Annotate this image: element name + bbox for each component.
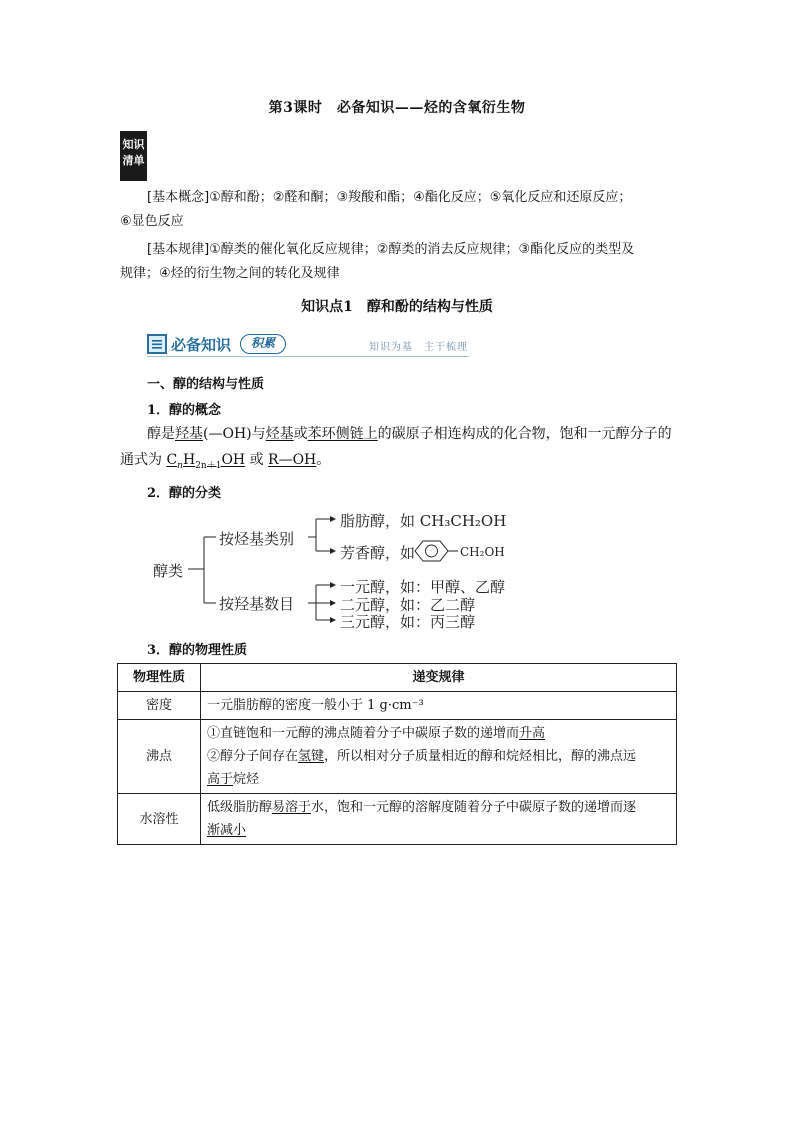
page-title: 第3课时 必备知识——烃的含氧衍生物 — [268, 100, 526, 116]
table-header: 递变规律 — [201, 664, 677, 692]
basic-rules-line2: 规律；④烃的衍生物之间的转化及规律 — [120, 266, 340, 281]
table-row — [118, 794, 677, 845]
diagram-trihydric: 三元醇，如：丙三醇 — [340, 613, 476, 631]
list-icon — [147, 334, 167, 354]
formula-or: 或 — [245, 452, 269, 468]
badge-line1: 知识 — [122, 138, 145, 151]
banner-tag: 积累 — [240, 334, 286, 354]
diagram-aromatic: 芳香醇，如 — [340, 544, 416, 562]
essential-knowledge-banner — [147, 333, 469, 357]
def-text-c: 或 — [293, 426, 308, 442]
sol-text: 水，饱和一元醇的溶解度随着分子中碳原子数的递增而逐 — [311, 800, 637, 815]
formula-oh: OH — [221, 452, 246, 468]
basic-rules-line1: [基本规律]①醇类的催化氧化反应规律；②醇类的消去反应规律；③酯化反应的类型及 — [147, 242, 635, 257]
diagram-dihydric: 二元醇，如：乙二醇 — [340, 596, 476, 614]
diagram-benzyl-group: CH₂OH — [460, 545, 505, 559]
solubility-line-1 — [207, 796, 670, 819]
def-text-b: (—OH)与 — [203, 426, 266, 442]
general-formula — [120, 448, 330, 478]
table-row — [118, 720, 677, 794]
diagram-monohydric: 一元醇，如：甲醇、乙醇 — [340, 578, 506, 596]
diagram-aliphatic: 脂肪醇，如 CH₃CH₂OH — [340, 512, 507, 530]
sol-underline-decrease: 渐减小 — [207, 823, 247, 838]
formula-r-oh: R—OH — [268, 452, 317, 468]
benzene-ring-icon — [415, 541, 458, 561]
table-cell: 一元脂肪醇的密度一般小于 1 g·cm⁻³ — [201, 692, 677, 720]
formula-underlined — [166, 452, 246, 471]
banner-underline — [147, 356, 469, 357]
bp-rule-3 — [207, 768, 670, 791]
physical-properties-table — [117, 663, 677, 845]
formula-end: 。 — [316, 452, 331, 468]
subsection-classification: 2．醇的分类 — [147, 486, 222, 501]
table-cell — [201, 794, 677, 845]
formula-h: H — [182, 452, 196, 468]
table-cell: 水溶性 — [118, 794, 201, 845]
bp-underline-hbond: 氢键 — [298, 749, 325, 764]
bp-text: ②醇分子间存在 — [207, 749, 299, 764]
table-cell: 沸点 — [118, 720, 201, 794]
bp-text: 烷烃 — [233, 772, 260, 787]
formula-c: C — [166, 452, 178, 468]
def-text-a: 醇是 — [147, 426, 175, 442]
formula-n: n — [177, 460, 183, 471]
diagram-branch-hydrocarbyl: 按烃基类别 — [219, 530, 295, 548]
diagram-branch-hydroxyl-count: 按羟基数目 — [219, 595, 295, 613]
def-text-d: 的碳原子相连构成的化合物，饱和一元醇分子的 — [377, 426, 672, 442]
knowledge-point-title: 知识点1 醇和酚的结构与性质 — [301, 299, 493, 315]
banner-label: 必备知识 — [171, 336, 232, 354]
def-underline-hydrocarbyl: 烃基 — [265, 426, 294, 442]
bp-underline-rise: 升高 — [519, 726, 546, 741]
alcohol-definition — [147, 422, 672, 446]
def-underline-side-chain: 苯环侧链上 — [307, 426, 378, 442]
basic-concepts-line2: ⑥显色反应 — [120, 214, 184, 229]
bp-text: ①直链饱和一元醇的沸点随着分子中碳原子数的递增而 — [207, 726, 520, 741]
badge-line2: 清单 — [122, 154, 145, 167]
bp-text: ，所以相对分子质量相近的醇和烷烃相比，醇的沸点远 — [324, 749, 637, 764]
bp-underline-higher: 高于 — [207, 772, 234, 787]
subsection-physical-properties: 3．醇的物理性质 — [147, 643, 248, 658]
table-row — [118, 692, 677, 720]
table-cell — [201, 720, 677, 794]
bp-rule-2 — [207, 745, 670, 768]
table-header: 物理性质 — [118, 664, 201, 692]
banner-subtitle: 知识为基 主干梳理 — [369, 342, 468, 353]
sol-underline-soluble: 易溶于 — [272, 800, 312, 815]
subsection-concept: 1．醇的概念 — [147, 403, 222, 418]
formula-prefix: 通式为 — [120, 452, 167, 468]
basic-concepts-line1: [基本概念]①醇和酚；②醛和酮；③羧酸和酯；④酯化反应；⑤氧化反应和还原反应； — [147, 190, 632, 205]
section-heading: 一、醇的结构与性质 — [147, 377, 265, 392]
table-header-row — [118, 664, 677, 692]
table-cell: 密度 — [118, 692, 201, 720]
solubility-line-2 — [207, 819, 670, 842]
formula-2n1: 2n＋1 — [195, 460, 222, 471]
def-underline-hydroxyl: 羟基 — [175, 426, 203, 442]
bp-rule-1 — [207, 722, 670, 745]
diagram-root-label: 醇类 — [153, 562, 184, 580]
sol-text: 低级脂肪醇 — [207, 800, 273, 815]
knowledge-list-badge — [120, 131, 147, 181]
